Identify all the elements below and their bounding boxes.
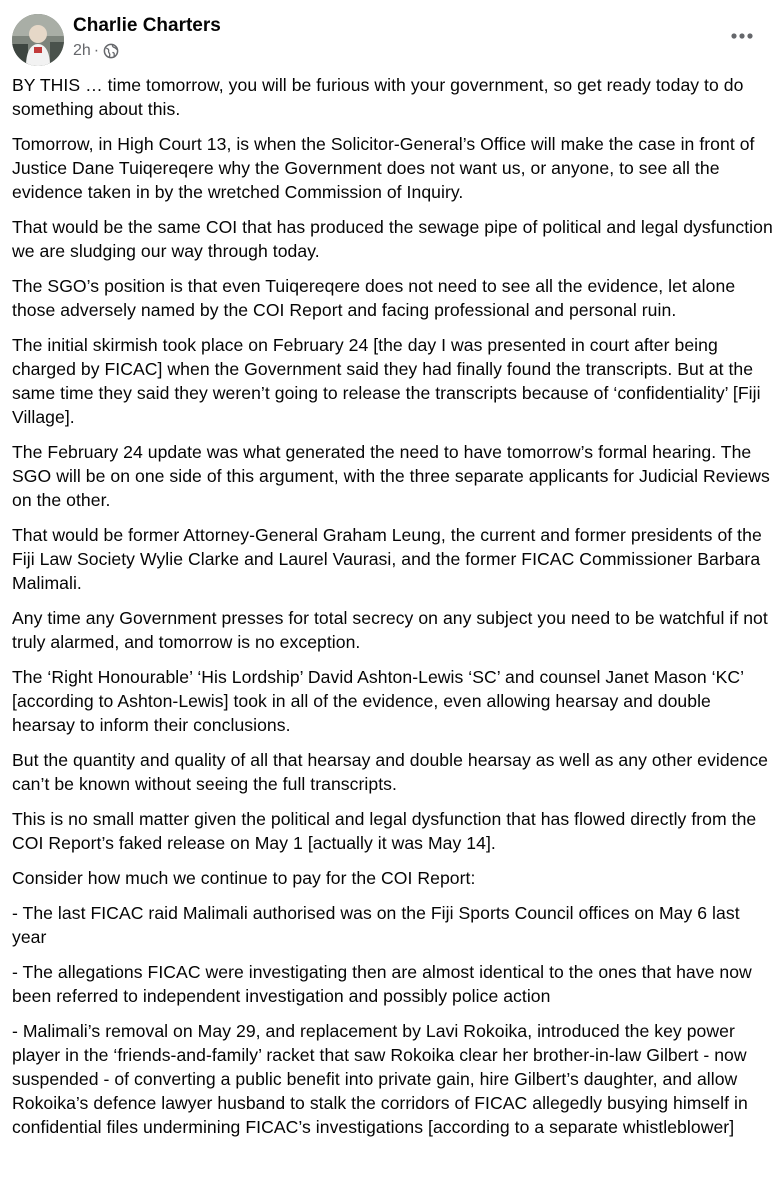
- more-options-button[interactable]: [722, 22, 762, 50]
- post-paragraph: The SGO’s position is that even Tuiqereqere does not need to see all the evidence, let alone those adversely named by the COI Report and facing professional and personal ruin.: [12, 276, 736, 320]
- more-horizontal-icon: [730, 27, 754, 45]
- post-paragraph: Any time any Government presses for total secrecy on any subject you need to be watchful if not truly alarmed, and tomorrow is no exception.: [12, 608, 768, 652]
- post-header: [0, 0, 778, 72]
- post-paragraph: - Malimali’s removal on May 29, and replacement by Lavi Rokoika, introduced the key power player in the ‘friends-and-family’ racket that saw Rokoika clear her brother-in-law Gilbert - now suspended - of converting a public benefit into private gain, hire Gilbert’s daughter, and allow Rokoika’s defence lawyer husband to stalk the corridors of FICAC allegedly busying himself in confidential files undermining FICAC’s investigations [according to a separate whistleblower]: [12, 1021, 748, 1137]
- post-paragraph: The ‘Right Honourable’ ‘His Lordship’ David Ashton-Lewis ‘SC’ and counsel Janet Mason ‘KC’ [according to Ashton-Lewis] took in all of the evidence, even allowing hearsay and double hearsay to inform their conclusions.: [12, 667, 744, 735]
- post-paragraph: Consider how much we continue to pay for the COI Report:: [12, 868, 476, 888]
- author-name[interactable]: Charlie Charters: [73, 15, 221, 36]
- post-paragraph: The February 24 update was what generated the need to have tomorrow’s formal hearing. The SGO will be on one side of this argument, with the three separate applicants for Judicial Reviews on the other.: [12, 442, 770, 510]
- globe-icon[interactable]: [103, 43, 119, 59]
- post-paragraph: But the quantity and quality of all that hearsay and double hearsay as well as any other evidence can’t be known without seeing the full transcripts.: [12, 750, 769, 794]
- post-paragraph: The initial skirmish took place on February 24 [the day I was presented in court after being charged by FICAC] when the Government said they had finally found the transcripts. But at the same time they said they weren’t going to release the transcripts because of ‘confidentiality’ [Fiji Village].: [12, 335, 761, 427]
- post-paragraph: - The allegations FICAC were investigating then are almost identical to the ones that have now been referred to independent investigation and possibly police action: [12, 962, 752, 1006]
- meta-separator: ·: [93, 42, 100, 59]
- post-meta: [73, 40, 119, 62]
- post-paragraph: That would be the same COI that has produced the sewage pipe of political and legal dysfunction we are sludging our way through today.: [12, 217, 773, 261]
- post-paragraph: BY THIS … time tomorrow, you will be furious with your government, so get ready today to do something about this.: [12, 75, 744, 119]
- post-paragraph: - The last FICAC raid Malimali authorised was on the Fiji Sports Council offices on May 6 last year: [12, 903, 740, 947]
- avatar[interactable]: [12, 14, 64, 66]
- post-paragraph: This is no small matter given the political and legal dysfunction that has flowed directly from the COI Report’s faked release on May 1 [actually it was May 14].: [12, 809, 757, 853]
- post-body: [12, 73, 774, 1150]
- post-paragraph: That would be former Attorney-General Graham Leung, the current and former presidents of the Fiji Law Society Wylie Clarke and Laurel Vaurasi, and the former FICAC Commissioner Barbara Malimali.: [12, 525, 762, 593]
- post-paragraph: Tomorrow, in High Court 13, is when the Solicitor-General’s Office will make the case in front of Justice Dane Tuiqereqere why the Government does not want us, or anyone, to see all the evidence taken in by the wretched Commission of Inquiry.: [12, 134, 755, 202]
- post-timestamp[interactable]: 2h: [73, 42, 91, 59]
